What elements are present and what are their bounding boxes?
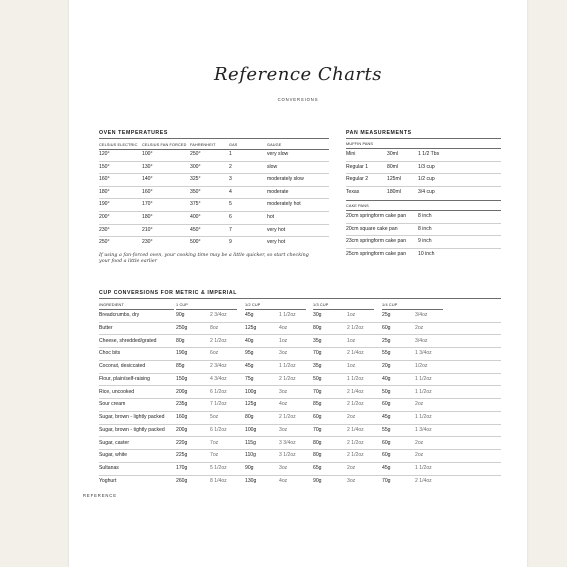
oven-cell: 3 bbox=[229, 176, 232, 183]
cup-conversion-cell: 2 1/2oz bbox=[210, 337, 227, 344]
oven-cell: very hot bbox=[267, 226, 286, 233]
cup-conversion-cell: Coconut, desiccated bbox=[99, 363, 146, 369]
oven-cell: 210° bbox=[142, 226, 153, 233]
cup-conversion-cell: 3/4oz bbox=[415, 312, 428, 318]
cup-conversion-cell: 2 1/4oz bbox=[415, 477, 432, 484]
cup-conversion-cell: 80g bbox=[313, 324, 322, 331]
cup-conversion-cell: 2 1/4oz bbox=[347, 350, 364, 357]
muffin-pan-cell: 1/3 cup bbox=[418, 163, 435, 170]
cup-conversion-cell: 110g bbox=[245, 452, 256, 459]
cup-conversion-cell: 2 3/4oz bbox=[210, 363, 227, 369]
oven-cell: 300° bbox=[190, 163, 201, 170]
oven-cell: 200° bbox=[99, 214, 110, 220]
cup-conversion-cell: 130g bbox=[245, 477, 257, 484]
cup-conversion-cell: 150g bbox=[176, 375, 188, 382]
cup-conversion-cell: 1oz bbox=[279, 337, 288, 344]
cup-conversion-cell: 70g bbox=[313, 350, 322, 357]
oven-column-header: GAS bbox=[229, 143, 238, 147]
oven-cell: 130° bbox=[142, 163, 153, 170]
oven-cell: very slow bbox=[267, 151, 289, 157]
cup-conversion-cell: Choc bits bbox=[99, 350, 121, 357]
oven-rule-header bbox=[99, 149, 329, 150]
cup-conversion-cell: 70g bbox=[382, 477, 391, 484]
cup-conversion-cell: 80g bbox=[313, 439, 322, 446]
cup-column-header: 1/4 CUP bbox=[382, 303, 398, 307]
cup-conversion-cell: 95g bbox=[245, 350, 254, 357]
cup-conversion-cell: 1oz bbox=[347, 363, 356, 369]
cup-conversion-cell: 85g bbox=[176, 363, 185, 369]
oven-cell: 2 bbox=[229, 163, 232, 170]
cup-rule-top bbox=[99, 298, 501, 299]
cup-conversion-cell: 1 1/2oz bbox=[415, 375, 432, 382]
cup-conversion-cell: 1 1/2oz bbox=[415, 388, 432, 395]
cup-conversion-cell: 2oz bbox=[415, 324, 424, 331]
cup-conversion-cell: 75g bbox=[245, 375, 254, 382]
cup-conversion-cell: 80g bbox=[313, 452, 322, 459]
cup-conversion-cell: 1 1/2oz bbox=[415, 465, 432, 471]
cup-conversion-cell: Sugar, white bbox=[99, 452, 128, 459]
cup-conversion-cell: 60g bbox=[382, 452, 391, 459]
oven-cell: 5 bbox=[229, 201, 232, 208]
muffin-pan-cell: Regular 2 bbox=[346, 176, 369, 183]
cup-conversion-cell: 170g bbox=[176, 465, 188, 471]
cup-conversion-cell: 115g bbox=[245, 439, 256, 446]
cake-pan-cell: 25cm springform cake pan bbox=[346, 250, 407, 257]
oven-cell: 160° bbox=[99, 176, 110, 183]
oven-row-divider bbox=[99, 236, 329, 237]
page-footer: REFERENCE bbox=[83, 493, 117, 498]
cup-rule-ingredient bbox=[99, 309, 174, 310]
oven-column-header: CELSIUS ELECTRIC bbox=[99, 143, 138, 147]
cup-conversion-cell: 2 1/4oz bbox=[347, 426, 364, 433]
cake-pan-cell: 10 inch bbox=[418, 250, 435, 257]
cup-conversion-cell: 35g bbox=[313, 363, 322, 369]
cup-conversion-cell: 235g bbox=[176, 401, 188, 408]
page-title: Reference Charts bbox=[214, 64, 382, 85]
oven-row-divider bbox=[99, 173, 329, 174]
cup-conversion-cell: 4oz bbox=[279, 324, 288, 331]
muffin-pan-cell: 1 1/2 Tbs bbox=[418, 151, 440, 157]
cup-column-header: 1/2 CUP bbox=[245, 303, 261, 307]
cup-conversion-cell: 1/2oz bbox=[415, 363, 428, 369]
cup-conversion-cell: 2 1/2oz bbox=[347, 324, 364, 331]
cup-conversion-cell: 2 1/2oz bbox=[347, 452, 364, 459]
muffin-pan-cell: Mini bbox=[346, 151, 356, 157]
cup-conversion-cell: 25g bbox=[382, 312, 391, 318]
cup-conversion-cell: 1 3/4oz bbox=[415, 350, 432, 357]
muffin-row-divider bbox=[346, 173, 501, 174]
cup-conversion-cell: 4oz bbox=[279, 477, 288, 484]
oven-cell: moderately hot bbox=[267, 201, 301, 208]
cup-conversion-cell: 45g bbox=[382, 414, 391, 420]
pan-section-title: PAN MEASUREMENTS bbox=[346, 130, 412, 136]
cup-conversion-cell: 6 1/2oz bbox=[210, 388, 227, 395]
cup-rule-measure bbox=[382, 309, 443, 310]
oven-cell: 325° bbox=[190, 176, 201, 183]
oven-cell: 170° bbox=[142, 201, 153, 208]
cup-row-divider bbox=[99, 322, 501, 323]
cup-conversion-cell: 250g bbox=[176, 324, 188, 331]
pan-rule-cake-top bbox=[346, 200, 501, 201]
cake-pans-header: CAKE PANS bbox=[346, 204, 369, 208]
cup-row-divider bbox=[99, 449, 501, 450]
oven-row-divider bbox=[99, 186, 329, 187]
oven-cell: 100° bbox=[142, 151, 153, 157]
oven-cell: 140° bbox=[142, 176, 153, 183]
cup-conversion-cell: 8 1/4oz bbox=[210, 477, 227, 484]
cup-conversion-cell: 4 3/4oz bbox=[210, 375, 227, 382]
cup-conversion-cell: 1 1/2oz bbox=[279, 312, 296, 318]
cup-conversion-cell: 60g bbox=[382, 439, 391, 446]
cake-row-divider bbox=[346, 248, 501, 249]
cup-conversion-cell: Breadcrumbs, dry bbox=[99, 312, 140, 318]
cup-conversion-cell: 3 3/4oz bbox=[279, 439, 296, 446]
oven-cell: 150° bbox=[99, 163, 110, 170]
oven-cell: 120° bbox=[99, 151, 110, 157]
cup-conversion-cell: Sugar, brown - lightly packed bbox=[99, 414, 165, 420]
cup-conversion-cell: Butter bbox=[99, 324, 113, 331]
cup-conversion-cell: 90g bbox=[176, 312, 185, 318]
cup-column-header: INGREDIENT bbox=[99, 303, 124, 307]
cup-conversion-cell: 50g bbox=[313, 375, 322, 382]
cup-row-divider bbox=[99, 347, 501, 348]
cake-pan-cell: 20cm square cake pan bbox=[346, 225, 398, 232]
cake-row-divider bbox=[346, 223, 501, 224]
cup-conversion-cell: 1oz bbox=[347, 312, 356, 318]
oven-cell: 9 bbox=[229, 239, 232, 246]
cup-conversion-cell: 65g bbox=[313, 465, 322, 471]
oven-row-divider bbox=[99, 198, 329, 199]
cup-conversion-cell: 70g bbox=[313, 388, 322, 395]
muffin-pan-cell: 80ml bbox=[387, 163, 399, 170]
oven-cell: moderate bbox=[267, 188, 289, 195]
oven-cell: 1 bbox=[229, 151, 232, 157]
cup-conversion-cell: 2oz bbox=[415, 439, 424, 446]
cup-conversion-cell: 40g bbox=[382, 375, 391, 382]
cup-row-divider bbox=[99, 385, 501, 386]
cup-conversion-cell: 260g bbox=[176, 477, 188, 484]
cup-conversion-cell: 20g bbox=[382, 363, 391, 369]
muffin-pans-header: MUFFIN PANS bbox=[346, 142, 374, 146]
oven-cell: 4 bbox=[229, 188, 232, 195]
pan-rule-muffin bbox=[346, 148, 501, 149]
cup-conversion-cell: 200g bbox=[176, 426, 188, 433]
cup-conversion-cell: Yoghurt bbox=[99, 477, 117, 484]
cake-pan-cell: 23cm springform cake pan bbox=[346, 238, 407, 245]
oven-cell: 160° bbox=[142, 188, 153, 195]
cup-conversion-cell: 1 1/2oz bbox=[347, 375, 364, 382]
cup-conversion-cell: 45g bbox=[245, 312, 254, 318]
cup-conversion-cell: 125g bbox=[245, 324, 257, 331]
cup-conversion-cell: 2oz bbox=[415, 401, 424, 408]
cup-conversion-cell: 60g bbox=[382, 401, 391, 408]
cup-conversion-cell: 2 1/2oz bbox=[347, 439, 364, 446]
reference-page bbox=[69, 0, 527, 567]
cup-section-title: CUP CONVERSIONS FOR METRIC & IMPERIAL bbox=[99, 290, 237, 296]
cup-conversion-cell: 90g bbox=[245, 465, 254, 471]
oven-cell: 500° bbox=[190, 239, 201, 246]
muffin-pan-cell: 1/2 cup bbox=[418, 176, 435, 183]
cup-conversion-cell: 80g bbox=[176, 337, 185, 344]
cup-conversion-cell: 1oz bbox=[347, 337, 356, 344]
cup-column-header: 1 CUP bbox=[176, 303, 188, 307]
cup-conversion-cell: 1 1/2oz bbox=[279, 363, 296, 369]
cup-conversion-cell: 100g bbox=[245, 388, 257, 395]
cup-conversion-cell: 220g bbox=[176, 439, 188, 446]
cup-conversion-cell: 90g bbox=[313, 477, 322, 484]
oven-rule-top bbox=[99, 138, 329, 139]
cup-rule-measure bbox=[313, 309, 374, 310]
cup-row-divider bbox=[99, 373, 501, 374]
cup-conversion-cell: 2oz bbox=[415, 452, 424, 459]
cup-conversion-cell: 4oz bbox=[279, 401, 288, 408]
oven-row-divider bbox=[99, 161, 329, 162]
oven-cell: very hot bbox=[267, 239, 286, 246]
cup-conversion-cell: 2oz bbox=[347, 414, 356, 420]
cup-conversion-cell: 3 1/2oz bbox=[279, 452, 296, 459]
oven-cell: 350° bbox=[190, 188, 201, 195]
cup-conversion-cell: Sour cream bbox=[99, 401, 126, 408]
oven-cell: 190° bbox=[99, 201, 110, 208]
cup-conversion-cell: 80g bbox=[245, 414, 254, 420]
muffin-pan-cell: Texas bbox=[346, 188, 360, 195]
cup-conversion-cell: 45g bbox=[382, 465, 391, 471]
cup-conversion-cell: 8oz bbox=[210, 324, 219, 331]
muffin-row-divider bbox=[346, 186, 501, 187]
cup-conversion-cell: Flour, plain/self-raising bbox=[99, 375, 150, 382]
cup-row-divider bbox=[99, 462, 501, 463]
cup-conversion-cell: 2 1/4oz bbox=[347, 388, 364, 395]
oven-cell: slow bbox=[267, 163, 278, 170]
cup-conversion-cell: 2oz bbox=[347, 465, 356, 471]
cake-pan-cell: 20cm springform cake pan bbox=[346, 213, 407, 219]
cup-conversion-cell: 70g bbox=[313, 426, 322, 433]
cup-conversion-cell: 7 1/2oz bbox=[210, 401, 227, 408]
cake-row-divider bbox=[346, 235, 501, 236]
oven-cell: 250° bbox=[99, 239, 110, 246]
muffin-pan-cell: 180ml bbox=[387, 188, 401, 195]
cup-conversion-cell: 6oz bbox=[210, 350, 219, 357]
cup-row-divider bbox=[99, 334, 501, 335]
cup-conversion-cell: Sultanas bbox=[99, 465, 119, 471]
oven-column-header: CELSIUS FAN FORCED bbox=[142, 143, 187, 147]
cup-conversion-cell: Sugar, caster bbox=[99, 439, 130, 446]
oven-cell: 450° bbox=[190, 226, 201, 233]
cup-conversion-cell: 190g bbox=[176, 350, 188, 357]
cup-conversion-cell: 1 1/2oz bbox=[415, 414, 432, 420]
cup-conversion-cell: 5oz bbox=[210, 414, 219, 420]
cup-conversion-cell: 7oz bbox=[210, 452, 219, 459]
cup-row-divider bbox=[99, 475, 501, 476]
muffin-pan-cell: 30ml bbox=[387, 151, 399, 157]
oven-column-header: GAUGE bbox=[267, 143, 282, 147]
cup-conversion-cell: Rice, uncooked bbox=[99, 388, 135, 395]
oven-column-header: FAHRENHEIT bbox=[190, 143, 216, 147]
page-subtitle: CONVERSIONS bbox=[277, 97, 319, 102]
cup-conversion-cell: Cheese, shredded/grated bbox=[99, 337, 157, 344]
cup-row-divider bbox=[99, 436, 501, 437]
cup-conversion-cell: 60g bbox=[313, 414, 322, 420]
cup-conversion-cell: 55g bbox=[382, 426, 391, 433]
muffin-row-divider bbox=[346, 161, 501, 162]
muffin-pan-cell: Regular 1 bbox=[346, 163, 369, 170]
oven-cell: 375° bbox=[190, 201, 201, 208]
cup-conversion-cell: Sugar, brown - tightly packed bbox=[99, 426, 165, 433]
oven-section-title: OVEN TEMPERATURES bbox=[99, 130, 168, 136]
pan-rule-cake bbox=[346, 210, 501, 211]
cup-conversion-cell: 3oz bbox=[279, 465, 288, 471]
oven-row-divider bbox=[99, 211, 329, 212]
pan-rule-top bbox=[346, 138, 501, 139]
cup-conversion-cell: 2 3/4oz bbox=[210, 312, 227, 318]
oven-cell: 250° bbox=[190, 151, 201, 157]
cup-row-divider bbox=[99, 360, 501, 361]
cup-conversion-cell: 7oz bbox=[210, 439, 219, 446]
cup-conversion-cell: 3oz bbox=[347, 477, 356, 484]
cup-conversion-cell: 5 1/2oz bbox=[210, 465, 227, 471]
oven-fan-forced-note: If using a fan-forced oven, your cooking time may be a little quicker, so start checking your food a little earlier bbox=[99, 253, 309, 265]
cup-conversion-cell: 2 1/2oz bbox=[347, 401, 364, 408]
cup-conversion-cell: 55g bbox=[382, 350, 391, 357]
cake-pan-cell: 8 inch bbox=[418, 213, 432, 219]
oven-cell: 180° bbox=[99, 188, 110, 195]
cup-conversion-cell: 6 1/2oz bbox=[210, 426, 227, 433]
cup-conversion-cell: 125g bbox=[245, 401, 257, 408]
cup-conversion-cell: 225g bbox=[176, 452, 188, 459]
oven-cell: 400° bbox=[190, 214, 201, 220]
cup-conversion-cell: 3oz bbox=[279, 350, 288, 357]
cup-conversion-cell: 60g bbox=[382, 324, 391, 331]
oven-cell: 230° bbox=[99, 226, 110, 233]
cake-pan-cell: 9 inch bbox=[418, 238, 432, 245]
oven-cell: 230° bbox=[142, 239, 153, 246]
muffin-pan-cell: 3/4 cup bbox=[418, 188, 435, 195]
cup-conversion-cell: 85g bbox=[313, 401, 322, 408]
cup-conversion-cell: 2 1/2oz bbox=[279, 414, 296, 420]
oven-cell: 7 bbox=[229, 226, 232, 233]
oven-cell: 6 bbox=[229, 214, 232, 220]
oven-row-divider bbox=[99, 224, 329, 225]
muffin-pan-cell: 125ml bbox=[387, 176, 401, 183]
cup-conversion-cell: 25g bbox=[382, 337, 391, 344]
cup-conversion-cell: 2 1/2oz bbox=[279, 375, 296, 382]
cup-row-divider bbox=[99, 398, 501, 399]
cup-conversion-cell: 200g bbox=[176, 388, 188, 395]
cup-column-header: 1/3 CUP bbox=[313, 303, 329, 307]
cup-conversion-cell: 160g bbox=[176, 414, 188, 420]
cup-conversion-cell: 1 3/4oz bbox=[415, 426, 432, 433]
oven-cell: hot bbox=[267, 214, 275, 220]
cup-conversion-cell: 3oz bbox=[279, 426, 288, 433]
cup-conversion-cell: 45g bbox=[245, 363, 254, 369]
cup-row-divider bbox=[99, 411, 501, 412]
oven-cell: moderately slow bbox=[267, 176, 304, 183]
cup-conversion-cell: 3/4oz bbox=[415, 337, 428, 344]
cup-conversion-cell: 50g bbox=[382, 388, 391, 395]
cup-conversion-cell: 100g bbox=[245, 426, 257, 433]
cake-pan-cell: 8 inch bbox=[418, 225, 432, 232]
cup-conversion-cell: 40g bbox=[245, 337, 254, 344]
cup-conversion-cell: 3oz bbox=[279, 388, 288, 395]
oven-cell: 180° bbox=[142, 214, 153, 220]
cup-rule-measure bbox=[176, 309, 237, 310]
cup-conversion-cell: 30g bbox=[313, 312, 322, 318]
cup-rule-measure bbox=[245, 309, 306, 310]
cup-conversion-cell: 35g bbox=[313, 337, 322, 344]
cup-row-divider bbox=[99, 424, 501, 425]
